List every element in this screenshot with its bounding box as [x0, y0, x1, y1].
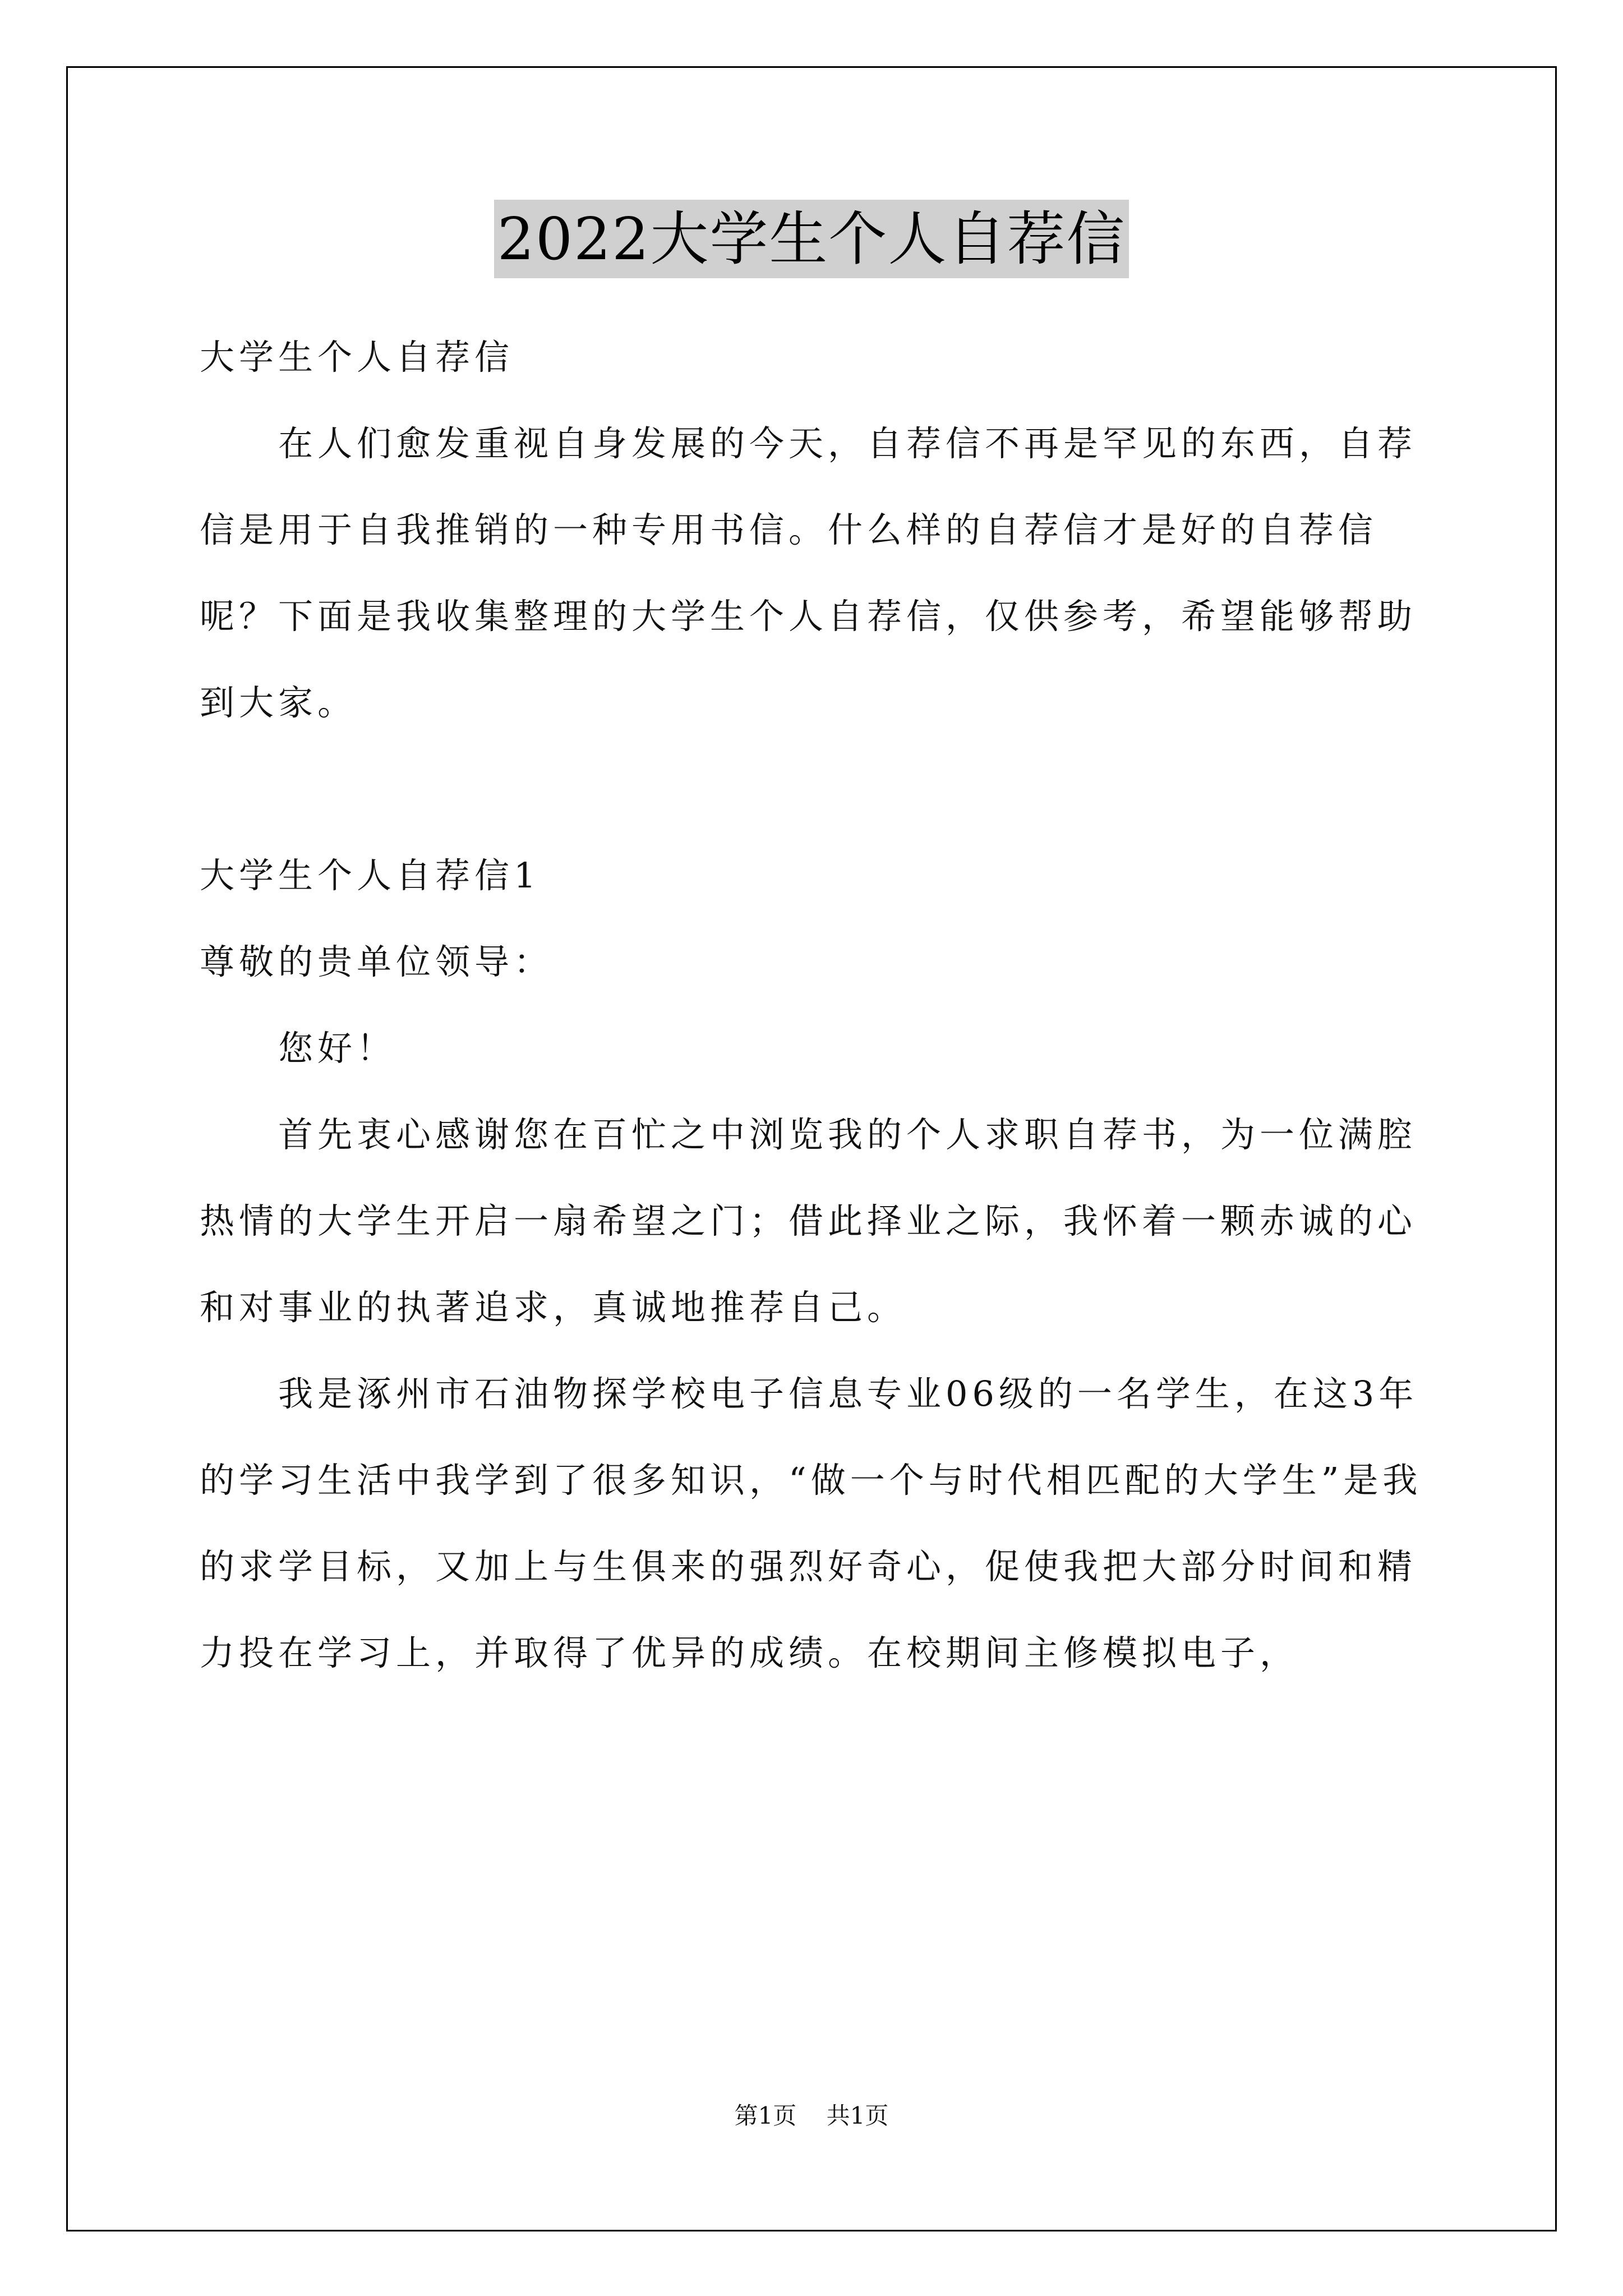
paragraph-self-intro: 我是涿州市石油物探学校电子信息专业06级的一名学生，在这3年的学习生活中我学到了很多知识，“做一个与时代相匹配的大学生”是我的求学目标，又加上与生俱来的强烈好奇心，促使我把大部分时间和精力投在学习上，并取得了优异的成绩。在校期间主修模拟电子，: [200, 1373, 1422, 1673]
paragraph-subtitle: 大学生个人自荐信: [200, 337, 514, 378]
page-number-total: 共1页: [826, 2102, 889, 2129]
paragraph-greeting: 您好！: [278, 1028, 396, 1069]
page-footer: [0, 2099, 1623, 2133]
paragraph-intro: 在人们愈发重视自身发展的今天，自荐信不再是罕见的东西，自荐信是用于自我推销的一种专用书信。什么样的自荐信才是好的自荐信呢？下面是我收集整理的大学生个人自荐信，仅供参考，希望能够帮助到大家。: [200, 423, 1417, 723]
paragraph-salutation: 尊敬的贵单位领导：: [200, 941, 554, 982]
document-title: 2022大学生个人自荐信: [494, 200, 1129, 278]
document-body: [200, 314, 1428, 1696]
page-number-current: 第1页: [734, 2102, 797, 2129]
paragraph-thanks: 首先衷心感谢您在百忙之中浏览我的个人求职自荐书，为一位满腔热情的大学生开启一扇希望之门；借此择业之际，我怀着一颗赤诚的心和对事业的执著追求，真诚地推荐自己。: [200, 1114, 1417, 1328]
title-container: [0, 200, 1623, 278]
paragraph-letter-heading: 大学生个人自荐信1: [200, 855, 541, 896]
